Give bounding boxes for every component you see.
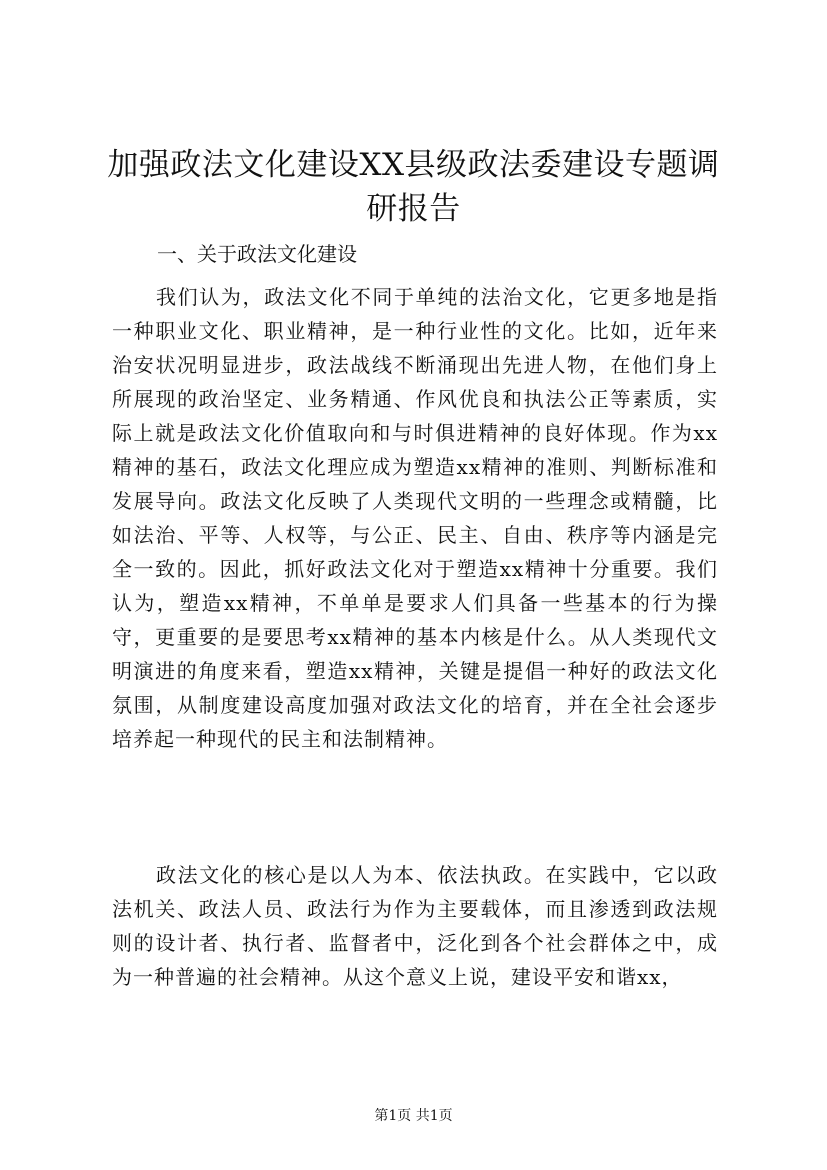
section-heading: 一、关于政法文化建设	[157, 242, 357, 266]
document-title: 加强政法文化建设XX县级政法委建设专题调研报告	[107, 147, 720, 227]
body-paragraph: 我们认为，政法文化不同于单纯的法治文化，它更多地是指一种职业文化、职业精神，是一种行业性的文化。比如，近年来治安状况明显进步，政法战线不断涌现出先进人物，在他们身上所展现的政治坚定、业务精通、作风优良和执法公正等素质，实际上就是政法文化价值取向和与时俱进精神的良好体现。作为xx精神的基石，政法文化理应成为塑造xx精神的准则、判断标准和发展导向。政法文化反映了人类现代文明的一些理念或精髓，比如法治、平等、人权等，与公正、民主、自由、秩序等内涵是完全一致的。因此，抓好政法文化对于塑造xx精神十分重要。我们认为，塑造xx精神，不单单是要求人们具备一些基本的行为操守，更重要的是要思考xx精神的基本内核是什么。从人类现代文明演进的角度来看，塑造xx精神，关键是提倡一种好的政法文化氛围，从制度建设高度加强对政法文化的培育，并在全社会逐步培养起一种现代的民主和法制精神。	[112, 285, 718, 751]
page-footer: 第1页 共1页	[374, 1108, 453, 1124]
body-paragraph: 政法文化的核心是以人为本、依法执政。在实践中，它以政法机关、政法人员、政法行为作为主要载体，而且渗透到政法规则的设计者、执行者、监督者中，泛化到各个社会群体之中，成为一种普遍的社会精神。从这个意义上说，建设平安和谐xx，	[112, 863, 718, 989]
